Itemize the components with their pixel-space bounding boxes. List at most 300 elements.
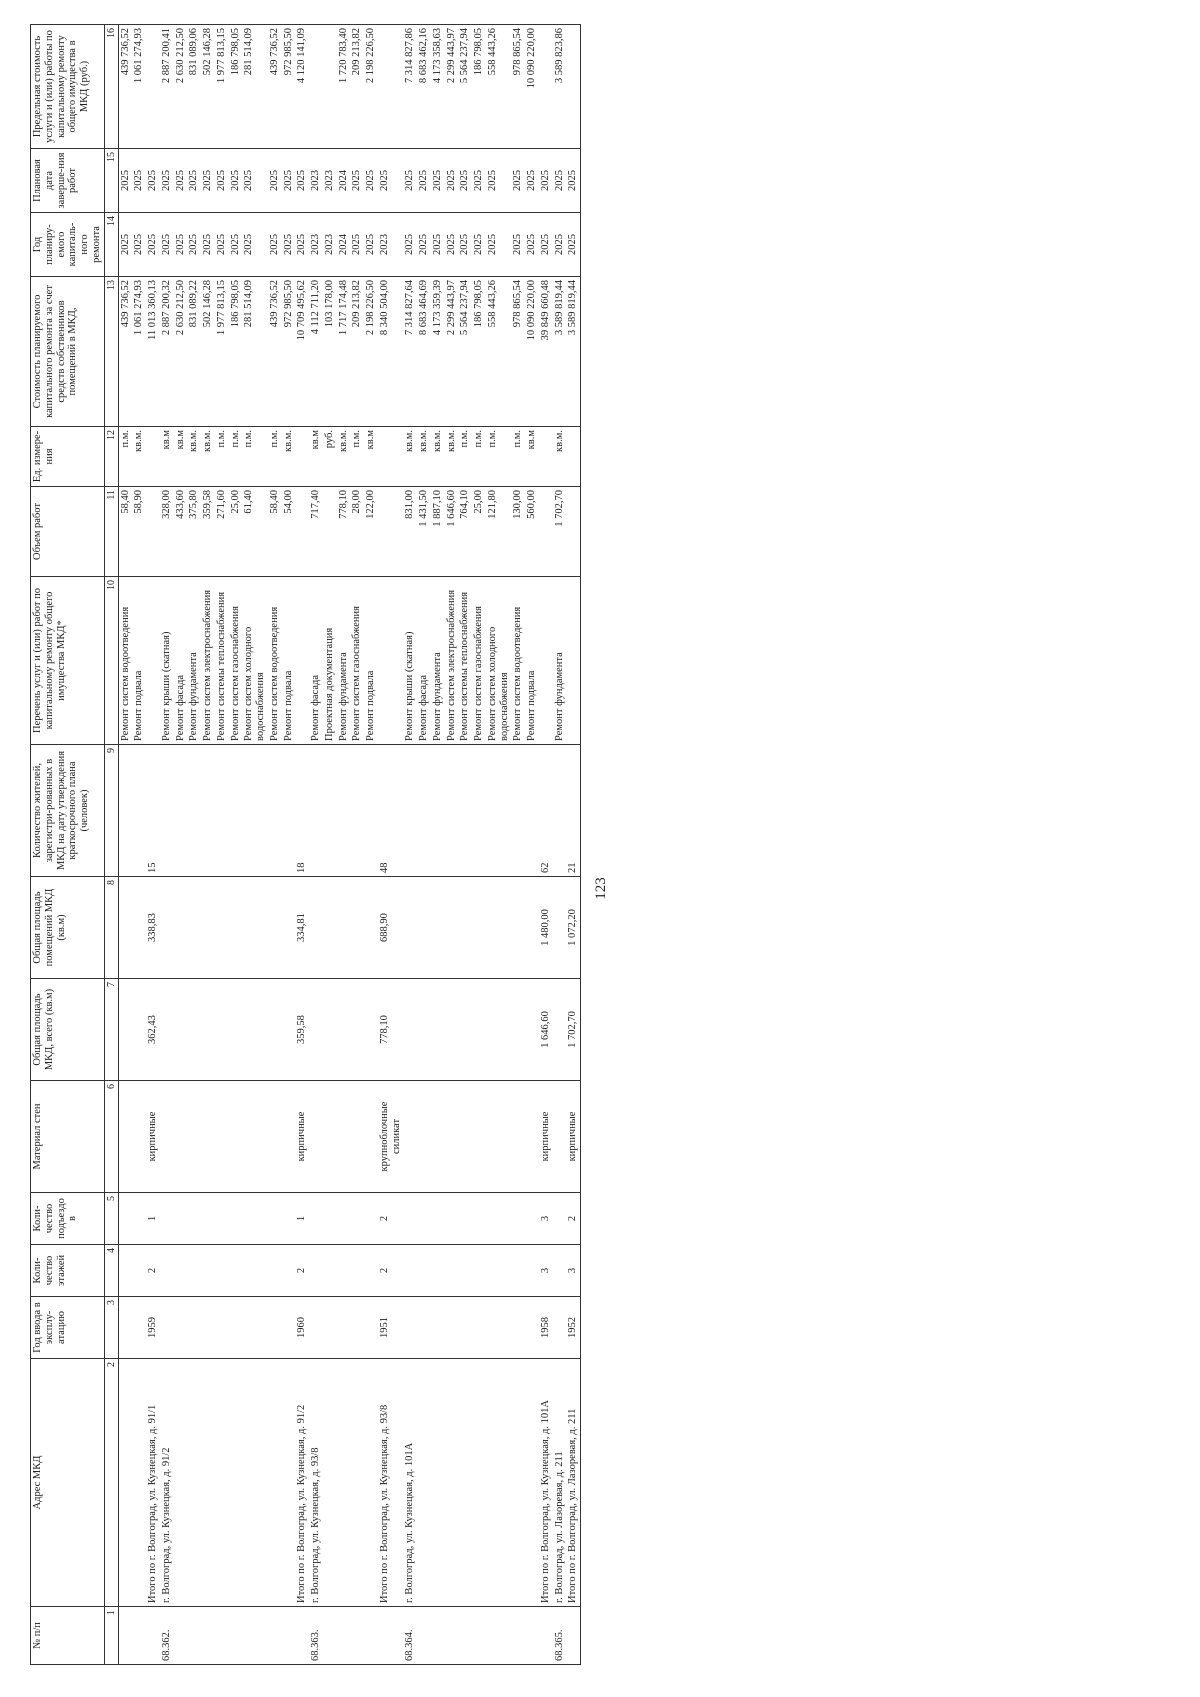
- residents: 48: [378, 745, 404, 877]
- table-row: [323, 25, 337, 1665]
- work-volume: 25,00: [472, 487, 486, 577]
- limit-cost: 831 089,06: [187, 25, 201, 149]
- limit-cost: 439 736,52: [118, 25, 132, 149]
- repair-year: 2025: [295, 213, 309, 277]
- total-row: [378, 25, 404, 1665]
- table-row: [431, 25, 445, 1665]
- work-volume: 831,00: [403, 487, 417, 577]
- limit-cost: 1 720 783,40: [337, 25, 351, 149]
- limit-cost: 2 198 226,50: [364, 25, 378, 149]
- work-type: Ремонт подвала: [364, 577, 378, 745]
- work-type: Ремонт фундамента: [187, 577, 201, 745]
- end-year: 2025: [511, 149, 525, 213]
- cost: 831 089,22: [187, 277, 201, 427]
- unit: п.м.: [215, 427, 229, 487]
- unit: п.м.: [511, 427, 525, 487]
- wall-material: кирпичные: [295, 1081, 309, 1193]
- entrances: 1: [295, 1193, 309, 1245]
- end-year: 2025: [215, 149, 229, 213]
- work-type: Ремонт подвала: [132, 577, 146, 745]
- limit-cost: 2 630 212,50: [174, 25, 188, 149]
- table-row: [364, 25, 378, 1665]
- entrances: 2: [378, 1193, 404, 1245]
- unit: кв.м: [174, 427, 188, 487]
- cost: 5 564 237,94: [458, 277, 472, 427]
- repair-year: 2025: [539, 213, 553, 277]
- cost: 209 213,82: [350, 277, 364, 427]
- end-year: 2025: [364, 149, 378, 213]
- table-row: [458, 25, 472, 1665]
- column-number: 12: [104, 427, 118, 487]
- table-row: [445, 25, 459, 1665]
- repair-year: 2025: [282, 213, 296, 277]
- table-row: [417, 25, 431, 1665]
- header-row: [31, 25, 105, 1665]
- unit: кв.м.: [403, 427, 417, 487]
- repair-year: 2025: [403, 213, 417, 277]
- work-volume: 54,00: [282, 487, 296, 577]
- end-year: 2025: [486, 149, 512, 213]
- column-number: 15: [104, 149, 118, 213]
- table-row: [282, 25, 296, 1665]
- header-cell: Год ввода в эксплу-атацию: [31, 1297, 105, 1359]
- work-type: Ремонт систем водоотведения: [511, 577, 525, 745]
- unit: п.м.: [350, 427, 364, 487]
- cost: 972 985,50: [282, 277, 296, 427]
- limit-cost: 10 090 220,00: [525, 25, 539, 149]
- unit: кв.м.: [431, 427, 445, 487]
- limit-cost: 209 213,82: [350, 25, 364, 149]
- work-type: Ремонт фасада: [417, 577, 431, 745]
- end-year: 2025: [350, 149, 364, 213]
- cost: 2 887 200,32: [160, 277, 174, 427]
- column-number: 4: [104, 1245, 118, 1297]
- limit-cost: 5 564 237,94: [458, 25, 472, 149]
- total-address: Итого по г. Волгоград, ул. Кузнецкая, д. 93/8: [378, 1359, 404, 1607]
- column-number: 16: [104, 25, 118, 149]
- work-type: Проектная документация: [323, 577, 337, 745]
- end-year: 2025: [160, 149, 174, 213]
- limit-cost: 1 977 813,15: [215, 25, 229, 149]
- floors: 2: [295, 1245, 309, 1297]
- repair-year: 2025: [486, 213, 512, 277]
- table-row: [118, 25, 132, 1665]
- column-number: 8: [104, 877, 118, 979]
- total-address: Итого по г. Волгоград, ул. Кузнецкая, д. 91/2: [295, 1359, 309, 1607]
- work-type: Ремонт фасада: [309, 577, 323, 745]
- end-year: 2025: [472, 149, 486, 213]
- work-volume: 58,40: [118, 487, 132, 577]
- work-type: Ремонт систем холодного водоснабжения: [242, 577, 268, 745]
- address: г. Волгоград, ул. Лазоревая, д. 211: [553, 1359, 567, 1607]
- work-volume: 271,60: [215, 487, 229, 577]
- limit-cost: 2 887 200,41: [160, 25, 174, 149]
- cost: 1 061 274,93: [132, 277, 146, 427]
- repair-year: 2025: [458, 213, 472, 277]
- build-year: 1958: [539, 1297, 553, 1359]
- table-row: [215, 25, 229, 1665]
- premises-area: 334,81: [295, 877, 309, 979]
- cost: 3 589 819,44: [553, 277, 567, 427]
- work-type: Ремонт систем водоотведения: [268, 577, 282, 745]
- cost: 8 340 504,00: [378, 277, 404, 427]
- floors: 2: [378, 1245, 404, 1297]
- work-type: Ремонт систем газоснабжения: [350, 577, 364, 745]
- cost: 10 709 495,62: [295, 277, 309, 427]
- total-address: Итого по г. Волгоград, ул. Кузнецкая, д. 101А: [539, 1359, 553, 1607]
- end-year: 2025: [201, 149, 215, 213]
- end-year: 2025: [431, 149, 445, 213]
- residents: 15: [146, 745, 160, 877]
- cost: 2 198 226,50: [364, 277, 378, 427]
- end-year: 2025: [445, 149, 459, 213]
- row-number: 68.365.: [553, 1607, 567, 1665]
- repair-year: 2025: [146, 213, 160, 277]
- build-year: 1960: [295, 1297, 309, 1359]
- work-type: Ремонт фундамента: [337, 577, 351, 745]
- cost: 103 178,00: [323, 277, 337, 427]
- repair-year: 2025: [215, 213, 229, 277]
- residents: 18: [295, 745, 309, 877]
- table-row: [268, 25, 282, 1665]
- unit: кв.м.: [282, 427, 296, 487]
- cost: 4 112 711,20: [309, 277, 323, 427]
- table-row: [309, 25, 323, 1665]
- address: г. Волгоград, ул. Кузнецкая, д. 93/8: [309, 1359, 323, 1607]
- unit: кв.м.: [132, 427, 146, 487]
- limit-cost: 4 173 358,63: [431, 25, 445, 149]
- table-row: [229, 25, 243, 1665]
- unit: п.м.: [472, 427, 486, 487]
- cost: 39 849 660,48: [539, 277, 553, 427]
- column-number-row: [104, 25, 118, 1665]
- work-type: Ремонт системы теплоснабжения: [458, 577, 472, 745]
- work-volume: 1 431,50: [417, 487, 431, 577]
- work-volume: 130,00: [511, 487, 525, 577]
- total-address: Итого по г. Волгоград, ул. Кузнецкая, д. 91/1: [146, 1359, 160, 1607]
- work-type: Ремонт крыши (скатная): [160, 577, 174, 745]
- work-volume: 560,00: [525, 487, 539, 577]
- cost: 502 146,28: [201, 277, 215, 427]
- total-row: [566, 25, 580, 1665]
- repair-year: 2025: [229, 213, 243, 277]
- end-year: 2025: [525, 149, 539, 213]
- end-year: 2025: [146, 149, 160, 213]
- end-year: 2025: [268, 149, 282, 213]
- end-year: 2025: [229, 149, 243, 213]
- repair-year: 2025: [132, 213, 146, 277]
- total-area: 1 702,70: [566, 979, 580, 1081]
- repair-year: 2025: [174, 213, 188, 277]
- limit-cost: 3 589 823,86: [553, 25, 567, 149]
- unit: кв.м: [525, 427, 539, 487]
- repair-year: 2025: [268, 213, 282, 277]
- repair-year: 2025: [350, 213, 364, 277]
- table-row: [337, 25, 351, 1665]
- end-year: 2025: [553, 149, 567, 213]
- cost: 11 013 360,13: [146, 277, 160, 427]
- unit: кв.м.: [445, 427, 459, 487]
- column-number: 3: [104, 1297, 118, 1359]
- unit: п.м.: [458, 427, 472, 487]
- header-cell: Общая площадь помещений МКД (кв.м): [31, 877, 105, 979]
- repair-year: 2025: [187, 213, 201, 277]
- unit: кв.м: [364, 427, 378, 487]
- header-cell: Коли-чество подъездо в: [31, 1193, 105, 1245]
- repair-year: 2025: [431, 213, 445, 277]
- limit-cost: 4 120 141,09: [295, 25, 309, 149]
- limit-cost: 558 443,26: [486, 25, 512, 149]
- limit-cost: 2 299 443,97: [445, 25, 459, 149]
- build-year: 1952: [566, 1297, 580, 1359]
- work-type: Ремонт фундамента: [431, 577, 445, 745]
- work-volume: 25,00: [229, 487, 243, 577]
- residents: 62: [539, 745, 553, 877]
- table-row: [553, 25, 567, 1665]
- repair-year: 2025: [160, 213, 174, 277]
- header-cell: Количество жителей, зарегистри-рованных в МКД на дату утверждения краткосрочного плана (человек): [31, 745, 105, 877]
- work-volume: 328,00: [160, 487, 174, 577]
- total-area: 1 646,60: [539, 979, 553, 1081]
- header-cell: Предельная стоимость услуги и (или) работы по капитальному ремонту общего имущества в МКД (руб.): [31, 25, 105, 149]
- unit: кв.м: [309, 427, 323, 487]
- header-cell: Год планиру-емого капиталь-ного ремонта: [31, 213, 105, 277]
- unit: кв.м.: [417, 427, 431, 487]
- premises-area: 1 072,20: [566, 877, 580, 979]
- limit-cost: 502 146,28: [201, 25, 215, 149]
- header-cell: Объем работ: [31, 487, 105, 577]
- work-type: Ремонт фундамента: [553, 577, 567, 745]
- repair-year: 2023: [309, 213, 323, 277]
- work-volume: 1 887,10: [431, 487, 445, 577]
- limit-cost: 8 683 462,16: [417, 25, 431, 149]
- table-row: [511, 25, 525, 1665]
- total-row: [146, 25, 160, 1665]
- cost: 281 514,09: [242, 277, 268, 427]
- end-year: 2025: [539, 149, 553, 213]
- floors: 3: [566, 1245, 580, 1297]
- header-cell: Ед. измере-ния: [31, 427, 105, 487]
- cost: 186 798,05: [472, 277, 486, 427]
- column-number: 13: [104, 277, 118, 427]
- work-volume: 1 646,60: [445, 487, 459, 577]
- end-year: 2025: [187, 149, 201, 213]
- table-row: [350, 25, 364, 1665]
- work-volume: 778,10: [337, 487, 351, 577]
- header-cell: Материал стен: [31, 1081, 105, 1193]
- unit: п.м.: [242, 427, 268, 487]
- work-type: Ремонт подвала: [282, 577, 296, 745]
- cost: 3 589 819,44: [566, 277, 580, 427]
- total-row: [539, 25, 553, 1665]
- table-row: [201, 25, 215, 1665]
- cost: 439 736,52: [118, 277, 132, 427]
- work-volume: 122,00: [364, 487, 378, 577]
- end-year: 2025: [566, 149, 580, 213]
- table-row: [525, 25, 539, 1665]
- premises-area: 338,83: [146, 877, 160, 979]
- total-area: 778,10: [378, 979, 404, 1081]
- end-year: 2025: [403, 149, 417, 213]
- unit: кв.м.: [201, 427, 215, 487]
- header-cell: Общая площадь МКД, всего (кв.м): [31, 979, 105, 1081]
- unit: кв.м.: [553, 427, 567, 487]
- premises-area: 1 480,00: [539, 877, 553, 979]
- cost: 4 173 359,39: [431, 277, 445, 427]
- repair-year: 2025: [472, 213, 486, 277]
- table-row: [160, 25, 174, 1665]
- column-number: 14: [104, 213, 118, 277]
- unit: п.м.: [486, 427, 512, 487]
- end-year: 2024: [337, 149, 351, 213]
- entrances: 2: [566, 1193, 580, 1245]
- work-volume: 121,80: [486, 487, 512, 577]
- work-volume: 717,40: [309, 487, 323, 577]
- table-row: [174, 25, 188, 1665]
- work-type: Ремонт подвала: [525, 577, 539, 745]
- limit-cost: 978 865,54: [511, 25, 525, 149]
- floors: 3: [539, 1245, 553, 1297]
- work-volume: 433,60: [174, 487, 188, 577]
- work-volume: 359,58: [201, 487, 215, 577]
- total-row: [295, 25, 309, 1665]
- end-year: 2025: [118, 149, 132, 213]
- entrances: 3: [539, 1193, 553, 1245]
- cost: 1 977 813,15: [215, 277, 229, 427]
- column-number: 9: [104, 745, 118, 877]
- repair-year: 2025: [417, 213, 431, 277]
- repair-year: 2024: [337, 213, 351, 277]
- limit-cost: 439 736,52: [268, 25, 282, 149]
- repair-year: 2025: [511, 213, 525, 277]
- column-number: 2: [104, 1359, 118, 1607]
- end-year: 2023: [323, 149, 337, 213]
- premises-area: 688,90: [378, 877, 404, 979]
- row-number: 68.364.: [403, 1607, 417, 1665]
- floors: 2: [146, 1245, 160, 1297]
- limit-cost: 186 798,05: [472, 25, 486, 149]
- total-area: 362,43: [146, 979, 160, 1081]
- work-volume: 28,00: [350, 487, 364, 577]
- header-cell: № п/п: [31, 1607, 105, 1665]
- cost: 8 683 464,69: [417, 277, 431, 427]
- total-area: 359,58: [295, 979, 309, 1081]
- rotated-table-wrapper: [30, 25, 1170, 1665]
- end-year: 2025: [378, 149, 404, 213]
- table-row: [242, 25, 268, 1665]
- repair-year: 2025: [242, 213, 268, 277]
- row-number: 68.362.: [160, 1607, 174, 1665]
- cost: 439 736,52: [268, 277, 282, 427]
- wall-material: кирпичные: [146, 1081, 160, 1193]
- work-type: Ремонт систем газоснабжения: [472, 577, 486, 745]
- work-type: Ремонт систем электроснабжения: [201, 577, 215, 745]
- cost: 7 314 827,64: [403, 277, 417, 427]
- work-volume: 61,40: [242, 487, 268, 577]
- table-row: [132, 25, 146, 1665]
- total-address: Итого по г. Волгоград, ул. Лазоревая, д. 211: [566, 1359, 580, 1607]
- end-year: 2025: [242, 149, 268, 213]
- repair-year: 2023: [378, 213, 404, 277]
- work-type: Ремонт системы теплоснабжения: [215, 577, 229, 745]
- end-year: 2025: [282, 149, 296, 213]
- table-row: [403, 25, 417, 1665]
- cost: 2 299 443,97: [445, 277, 459, 427]
- table-row: [187, 25, 201, 1665]
- work-type: Ремонт фасада: [174, 577, 188, 745]
- entrances: 1: [146, 1193, 160, 1245]
- repair-year: 2025: [201, 213, 215, 277]
- end-year: 2025: [417, 149, 431, 213]
- residents: 21: [566, 745, 580, 877]
- table-row: [486, 25, 512, 1665]
- limit-cost: 1 061 274,93: [132, 25, 146, 149]
- header-cell: Адрес МКД: [31, 1359, 105, 1607]
- unit: п.м.: [118, 427, 132, 487]
- work-type: Ремонт крыши (скатная): [403, 577, 417, 745]
- address: г. Волгоград, ул. Кузнецкая, д. 101А: [403, 1359, 417, 1607]
- work-type: Ремонт систем водоотведения: [118, 577, 132, 745]
- limit-cost: 281 514,09: [242, 25, 268, 149]
- capital-repair-table: [30, 24, 581, 1665]
- limit-cost: 7 314 827,86: [403, 25, 417, 149]
- wall-material: крупноблочные силикат: [378, 1081, 404, 1193]
- end-year: 2023: [309, 149, 323, 213]
- work-volume: 375,80: [187, 487, 201, 577]
- unit: кв.м.: [337, 427, 351, 487]
- cost: 2 630 212,50: [174, 277, 188, 427]
- unit: п.м.: [268, 427, 282, 487]
- column-number: 7: [104, 979, 118, 1081]
- work-type: Ремонт систем газоснабжения: [229, 577, 243, 745]
- repair-year: 2025: [553, 213, 567, 277]
- repair-year: 2025: [525, 213, 539, 277]
- header-cell: Перечень услуг и (или) работ по капитальному ремонту общего имущества МКД*: [31, 577, 105, 745]
- build-year: 1951: [378, 1297, 404, 1359]
- column-number: 6: [104, 1081, 118, 1193]
- repair-year: 2025: [118, 213, 132, 277]
- repair-year: 2023: [323, 213, 337, 277]
- wall-material: кирпичные: [539, 1081, 553, 1193]
- repair-year: 2025: [566, 213, 580, 277]
- limit-cost: 972 985,50: [282, 25, 296, 149]
- table-row: [472, 25, 486, 1665]
- column-number: 5: [104, 1193, 118, 1245]
- cost: 558 443,26: [486, 277, 512, 427]
- column-number: 10: [104, 577, 118, 745]
- repair-year: 2025: [445, 213, 459, 277]
- unit: п.м.: [229, 427, 243, 487]
- end-year: 2025: [132, 149, 146, 213]
- end-year: 2025: [174, 149, 188, 213]
- unit: руб.: [323, 427, 337, 487]
- work-volume: 1 702,70: [553, 487, 567, 577]
- unit: кв.м.: [187, 427, 201, 487]
- header-cell: Плановая дата заверше-ния работ: [31, 149, 105, 213]
- cost: 1 717 174,48: [337, 277, 351, 427]
- row-number: 68.363.: [309, 1607, 323, 1665]
- end-year: 2025: [458, 149, 472, 213]
- column-number: 1: [104, 1607, 118, 1665]
- limit-cost: 186 798,05: [229, 25, 243, 149]
- header-cell: Коли-чество этажей: [31, 1245, 105, 1297]
- column-number: 11: [104, 487, 118, 577]
- end-year: 2025: [295, 149, 309, 213]
- repair-year: 2025: [364, 213, 378, 277]
- cost: 10 090 220,00: [525, 277, 539, 427]
- cost: 978 865,54: [511, 277, 525, 427]
- page-number: 123: [592, 877, 609, 900]
